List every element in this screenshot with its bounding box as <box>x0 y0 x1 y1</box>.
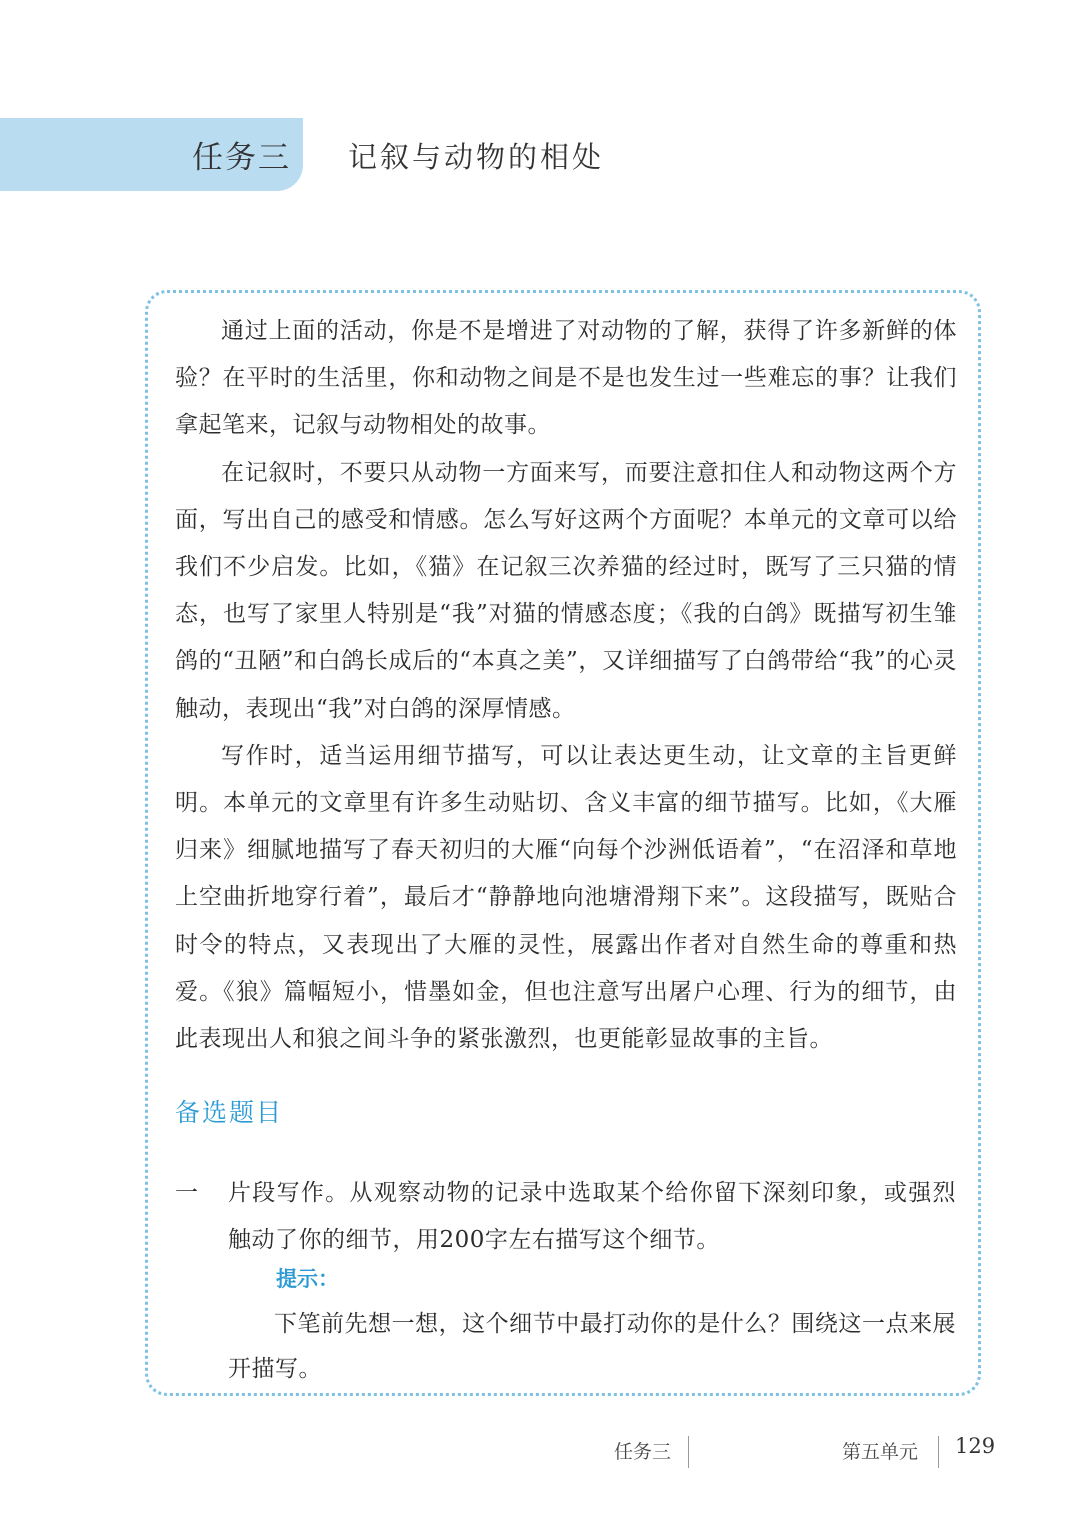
paragraph: 写作时，适当运用细节描写，可以让表达更生动，让文章的主旨更鲜明。本单元的文章里有许多生动贴切、含义丰富的细节描写。比如，《大雁归来》细腻地描写了春天初归的大雁“向每个沙洲低语着”，“在沼泽和草地上空曲折地穿行着”，最后才“静静地向池塘滑翔下来”。这段描写，既贴合时令的特点，又表现出了大雁的灵性，展露出作者对自然生命的尊重和热爱。《狼》篇幅短小，惜墨如金，但也注意写出屠户心理、行为的细节，由此表现出人和狼之间斗争的紧张激烈，也更能彰显故事的主旨。 <box>175 742 957 1053</box>
footer-task: 任务三 <box>614 1441 672 1463</box>
footer-divider <box>688 1436 689 1468</box>
paragraph: 通过上面的活动，你是不是增进了对动物的了解，获得了许多新鲜的体验？在平时的生活里，你和动物之间是不是也发生过一些难忘的事？让我们拿起笔来，记叙与动物相处的故事。 <box>175 318 957 439</box>
task-label: 任务三 <box>192 140 291 176</box>
task-title: 记叙与动物的相处 <box>348 140 605 174</box>
section-heading: 备选题目 <box>175 1098 284 1127</box>
hint-label: 提示： <box>276 1267 339 1291</box>
item-number: 一 <box>175 1180 198 1206</box>
paragraph: 在记叙时，不要只从动物一方面来写，而要注意扣住人和动物这两个方面，写出自己的感受和情感。怎么写好这两个方面呢？本单元的文章可以给我们不少启发。比如，《猫》在记叙三次养猫的经过时，既写了三只猫的情态，也写了家里人特别是“我”对猫的情感态度；《我的白鸽》既描写初生雏鸽的“丑陋”和白鸽长成后的“本真之美”，又详细描写了白鸽带给“我”的心灵触动，表现出“我”对白鸽的深厚情感。 <box>175 459 957 722</box>
body-text <box>175 308 957 1063</box>
footer-unit: 第五单元 <box>842 1441 919 1463</box>
item-text: 片段写作。从观察动物的记录中选取某个给你留下深刻印象，或强烈触动了你的细节，用200字左右描写这个细节。 <box>228 1180 956 1253</box>
page-number: 129 <box>955 1434 996 1458</box>
footer-divider <box>938 1436 939 1468</box>
hint-text: 下笔前先想一想，这个细节中最打动你的是什么？围绕这一点来展开描写。 <box>228 1311 956 1382</box>
